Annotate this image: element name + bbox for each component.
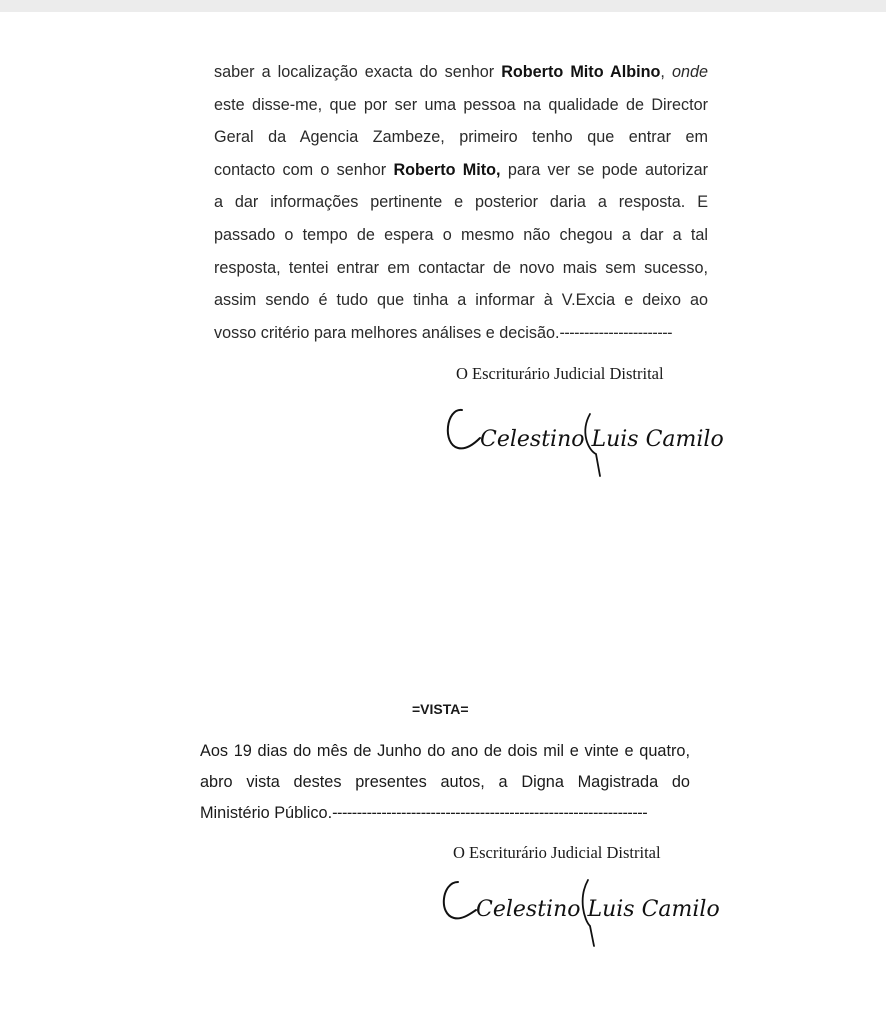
person-name: Roberto Mito, [393, 160, 501, 179]
paragraph-line: Ministério Público.---------------------------------------------------------------- [200, 804, 648, 822]
signature-2 [438, 868, 768, 948]
paragraph-line: abro vista destes presentes autos, a Digna Magistrada do [200, 773, 690, 791]
paragraph-line: saber a localização exacta do senhor Roberto Mito Albino, onde [214, 63, 708, 81]
paragraph-line: este disse-me, que por ser uma pessoa na qualidade de Director [214, 95, 708, 114]
paragraph-line: Geral da Agencia Zambeze, primeiro tenho que entrar em [214, 128, 708, 147]
vista-heading: =VISTA= [412, 701, 469, 717]
top-bar [0, 0, 886, 12]
paragraph-line: contacto com o senhor Roberto Mito, para ver se pode autorizar [214, 160, 708, 179]
clerk-title: O Escriturário Judicial Distrital [456, 364, 664, 383]
person-name: Roberto Mito Albino [501, 63, 661, 81]
signature-text: Celestino Luis Camilo [480, 427, 724, 452]
signature-1 [440, 392, 760, 478]
clerk-title: O Escriturário Judicial Distrital [453, 843, 661, 862]
paragraph-line: Aos 19 dias do mês de Junho do ano de dois mil e vinte e quatro, [200, 742, 690, 760]
paragraph-line: passado o tempo de espera o mesmo não chegou a dar a tal [214, 225, 708, 244]
vista-paragraph [200, 736, 690, 829]
report-paragraph [214, 56, 708, 349]
dash-filler: ----------------------- [559, 323, 672, 342]
paragraph-line: a dar informações pertinente e posterior daria a resposta. E [214, 193, 708, 212]
paragraph-line: resposta, tentei entrar em contactar de novo mais sem sucesso, [214, 258, 708, 277]
signature-text: Celestino Luis Camilo [476, 897, 720, 922]
paragraph-line: assim sendo é tudo que tinha a informar à V.Excia e deixo ao [214, 291, 708, 310]
dash-filler: ---------------------------------------------------------------- [332, 804, 648, 822]
paragraph-line: vosso critério para melhores análises e decisão.----------------------- [214, 323, 672, 342]
